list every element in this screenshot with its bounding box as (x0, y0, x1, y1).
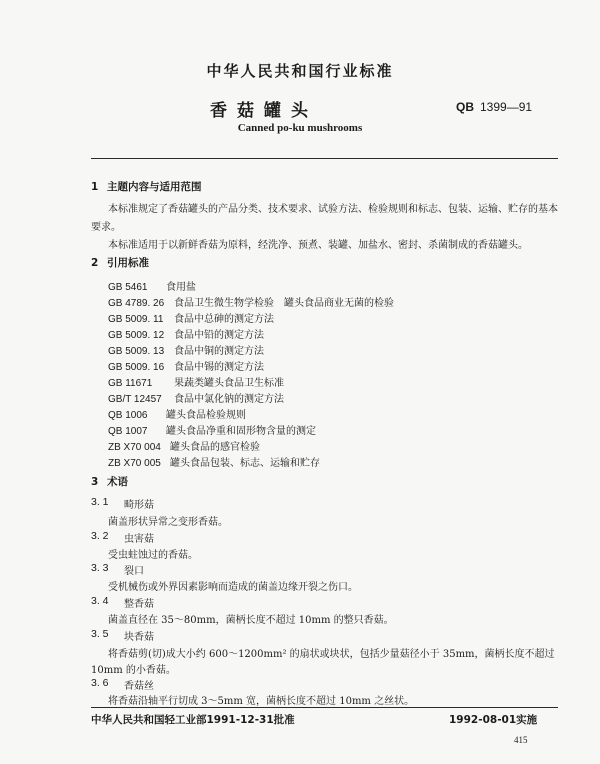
reference-item (108, 374, 284, 389)
reference-title: 食用盐 (166, 282, 196, 293)
term-definition: 菌盖直径在 35～80mm，菌柄长度不超过 10mm 的整只香菇。 (108, 615, 394, 626)
term-definition: 将香菇沿轴平行切成 3～5mm 宽，菌柄长度不超过 10mm 之丝状。 (108, 696, 415, 707)
term-name: 整香菇 (124, 599, 154, 610)
approval-note: 中华人民共和国轻工业部1991-12-31批准 (91, 714, 295, 726)
term-number: 3. 4 (91, 595, 109, 607)
reference-code: GB 5009. 11 (108, 314, 164, 325)
term-definition: 菌盖形状异常之变形香菇。 (108, 517, 228, 528)
reference-item (108, 454, 320, 469)
reference-code: GB 5009. 12 (108, 330, 165, 341)
reference-title: 罐头食品包装、标志、运输和贮存 (170, 458, 320, 469)
term-name: 香菇丝 (124, 681, 154, 692)
section-2-heading (91, 255, 149, 270)
section-1-para-2: 本标准适用于以新鲜香菇为原料，经洗净、预煮、装罐、加盐水、密封、杀菌制成的香菇罐头。 (108, 240, 528, 251)
standard-code-number: 1399—91 (480, 100, 533, 114)
reference-item (108, 390, 284, 405)
industry-standard-heading: 中华人民共和国行业标准 (206, 62, 394, 80)
english-title: Canned po-ku mushrooms (237, 122, 363, 134)
section-1-title: 主题内容与适用范围 (107, 181, 202, 193)
reference-title: 果蔬类罐头食品卫生标准 (174, 378, 284, 389)
implementation-date: 1992-08-01实施 (449, 714, 538, 726)
reference-code: QB 1007 (108, 426, 148, 437)
reference-title: 食品中总砷的测定方法 (174, 314, 274, 325)
term-name: 块香菇 (124, 632, 154, 643)
reference-item (108, 358, 264, 373)
section-3-title: 术语 (107, 476, 128, 488)
reference-item (108, 310, 274, 325)
section-2-number: 2 (91, 257, 99, 269)
term-definition-continuation: 10mm 的小香菇。 (91, 665, 176, 676)
header-divider (91, 158, 558, 159)
reference-title: 罐头食品净重和固形物含量的测定 (166, 426, 316, 437)
reference-code: ZB X70 005 (108, 458, 161, 469)
reference-item (108, 294, 394, 309)
reference-title: 食品中锡的测定方法 (174, 362, 264, 373)
reference-code: GB 5009. 13 (108, 346, 165, 357)
section-1-para-1-line-2: 要求。 (91, 222, 121, 233)
footer-divider (91, 707, 558, 708)
reference-code: GB/T 12457 (108, 394, 162, 405)
reference-title: 食品中氯化钠的测定方法 (174, 394, 284, 405)
reference-item (108, 278, 196, 293)
term-definition: 受机械伤或外界因素影响而造成的菌盖边缘开裂之伤口。 (108, 582, 358, 593)
standard-code-prefix: QB (456, 100, 474, 114)
reference-title: 罐头食品检验规则 (166, 410, 246, 421)
reference-code: GB 4789. 26 (108, 298, 165, 309)
reference-code: GB 5009. 16 (108, 362, 165, 373)
reference-item (108, 422, 316, 437)
term-definition: 受虫蛀蚀过的香菇。 (108, 550, 198, 561)
reference-title: 食品卫生微生物学检验 罐头食品商业无菌的检验 (174, 298, 394, 309)
section-1-para-1-line-1: 本标准规定了香菇罐头的产品分类、技术要求、试验方法、检验规则和标志、包装、运输、贮存的基本 (108, 204, 558, 215)
section-3-heading (91, 474, 128, 489)
term-number: 3. 3 (91, 562, 109, 574)
term-definition: 将香菇剪(切)成大小约 600～1200mm² 的扇状或块状，包括少量菇径小于 35mm，菌柄长度不超过 (108, 649, 555, 660)
term-name: 虫害菇 (124, 534, 154, 545)
reference-item (108, 438, 260, 453)
reference-item (108, 326, 264, 341)
section-1-heading (91, 179, 202, 194)
reference-title: 食品中铜的测定方法 (174, 346, 264, 357)
reference-code: GB 5461 (108, 282, 148, 293)
section-2-title: 引用标准 (107, 257, 149, 269)
reference-item (108, 342, 264, 357)
page-number: 415 (514, 735, 528, 745)
reference-code: QB 1006 (108, 410, 148, 421)
reference-code: ZB X70 004 (108, 442, 161, 453)
term-name: 裂口 (124, 566, 144, 577)
standard-code (456, 100, 532, 114)
term-number: 3. 6 (91, 677, 109, 689)
reference-title: 食品中铅的测定方法 (174, 330, 264, 341)
term-number: 3. 5 (91, 628, 109, 640)
section-1-number: 1 (91, 181, 99, 193)
term-name: 畸形菇 (124, 500, 154, 511)
term-number: 3. 1 (91, 496, 109, 508)
reference-title: 罐头食品的感官检验 (170, 442, 260, 453)
term-number: 3. 2 (91, 530, 109, 542)
document-title: 香菇罐头 (210, 101, 318, 121)
section-3-number: 3 (91, 476, 99, 488)
reference-code: GB 11671 (108, 378, 153, 389)
reference-item (108, 406, 246, 421)
